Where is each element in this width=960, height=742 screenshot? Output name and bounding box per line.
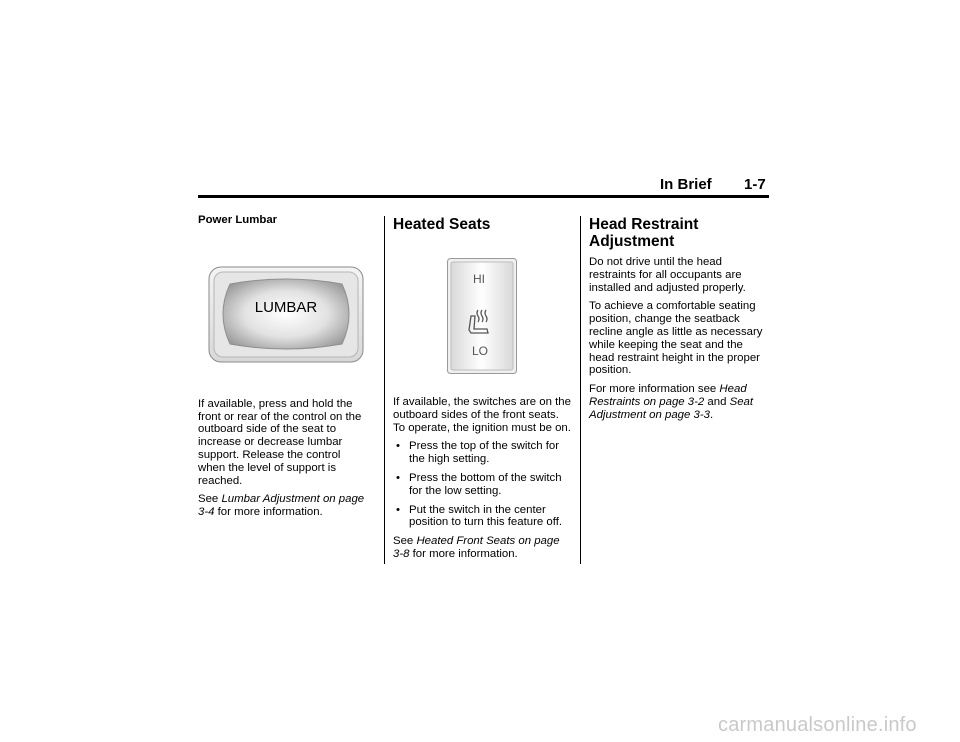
column-power-lumbar bbox=[198, 214, 370, 525]
list-item: • Put the switch in the center position to turn this feature off. bbox=[396, 503, 563, 529]
lumbar-control-illustration bbox=[208, 266, 364, 363]
list-item: • Press the bottom of the switch for the low setting. bbox=[396, 471, 562, 497]
lumbar-button-label: LUMBAR bbox=[254, 298, 318, 316]
head-restraint-see-reference: For more information see Head Restraints on page 3-2 and Seat Adjustment on page 3-3. bbox=[589, 383, 754, 421]
page-number: 1-7 bbox=[744, 176, 766, 193]
list-item: • Press the top of the switch for the high setting. bbox=[396, 440, 560, 466]
section-title: In Brief bbox=[660, 176, 712, 193]
switch-lo-label: LO bbox=[472, 344, 489, 358]
head-restraint-heading: Head Restraint Adjustment bbox=[589, 216, 699, 250]
heated-seats-paragraph: If available, the switches are on the outboard sides of the front seats. To operate, the ignition must be on. bbox=[393, 396, 571, 434]
heated-seats-see-reference: See Heated Front Seats on page 3-8 for more information. bbox=[393, 535, 560, 560]
head-restraints-link[interactable]: Head Restraints on page 3-2 bbox=[589, 383, 747, 408]
header-rule bbox=[198, 195, 769, 198]
column-divider bbox=[580, 216, 581, 564]
column-head-restraint bbox=[589, 216, 771, 428]
column-heated-seats bbox=[393, 216, 571, 567]
column-divider bbox=[384, 216, 385, 564]
lumbar-paragraph: If available, press and hold the front or rear of the control on the outboard side of the seat to increase or decrease lumbar support. Release the control when the level of support is reached. bbox=[198, 397, 362, 487]
heated-seats-heading: Heated Seats bbox=[393, 216, 491, 233]
heated-front-seats-link[interactable]: Heated Front Seats on page 3-8 bbox=[393, 535, 560, 560]
seat-adjustment-link[interactable]: Seat Adjustment on page 3-3 bbox=[589, 395, 754, 421]
head-restraint-paragraph-2: To achieve a comfortable seating position, change the seatback recline angle as little as necessary while keeping the seat and the head restraint height in the proper position. bbox=[589, 300, 763, 377]
lumbar-adjustment-link[interactable]: Lumbar Adjustment on page 3-4 bbox=[198, 493, 365, 519]
heated-seat-switch-illustration bbox=[447, 258, 517, 374]
lumbar-see-reference: See Lumbar Adjustment on page 3-4 for more information. bbox=[198, 493, 365, 519]
watermark: carmanualsonline.info bbox=[718, 714, 917, 736]
power-lumbar-subheading: Power Lumbar bbox=[198, 214, 278, 226]
head-restraint-paragraph-1: Do not drive until the head restraints for all occupants are installed and adjusted properly. bbox=[589, 256, 746, 294]
switch-hi-label: HI bbox=[473, 272, 485, 286]
